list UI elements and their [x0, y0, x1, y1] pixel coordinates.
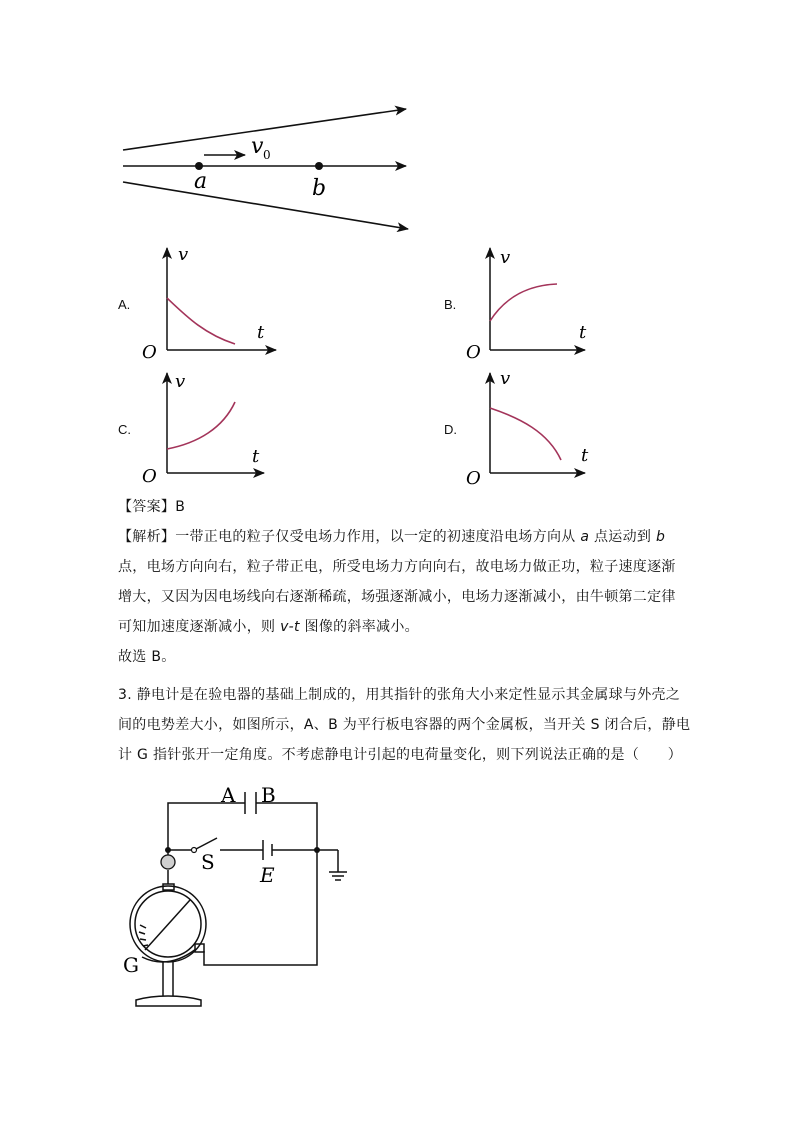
axis-t-c: t	[252, 446, 260, 467]
option-a-letter: A.	[118, 297, 131, 312]
question-3-line-2: 间的电势差大小，如图所示，A、B 为平行板电容器的两个金属板，当开关 S 闭合后，静电	[118, 717, 691, 733]
point-b-dot	[315, 162, 323, 170]
junction-dot-2	[314, 847, 320, 853]
analysis-conclusion: 故选 B。	[118, 649, 176, 665]
axis-t-d: t	[581, 445, 589, 466]
origin-c: O	[142, 466, 157, 487]
curve-b	[490, 284, 557, 321]
field-line-bottom	[123, 182, 408, 229]
origin-b: O	[466, 342, 481, 363]
electrometer-circuit	[130, 792, 347, 1006]
graph-option-d	[466, 368, 589, 489]
label-a: a	[194, 169, 208, 194]
axis-v-b: v	[500, 247, 511, 268]
analysis-line-3: 增大，又因为因电场线向右逐渐稀疏，场强逐渐减小，电场力逐渐减小，由牛顿第二定律	[118, 589, 676, 605]
curve-a	[167, 298, 235, 344]
label-plate-a: A	[221, 783, 236, 807]
label-switch-s: S	[201, 850, 215, 874]
origin-a: O	[142, 342, 157, 363]
question-3-line-3: 计 G 指针张开一定角度。不考虑静电计引起的电荷量变化，则下列说法正确的是（ ）	[118, 747, 683, 763]
option-c-letter: C.	[118, 422, 131, 437]
label-plate-b: B	[261, 783, 276, 807]
curve-c	[167, 402, 235, 449]
axis-v-c: v	[175, 371, 186, 392]
question-3-line-1: 3. 静电计是在验电器的基础上制成的，用其指针的张角大小来定性显示其金属球与外壳之	[118, 687, 681, 703]
answer-line	[118, 492, 678, 522]
answer-analysis-block	[118, 492, 678, 672]
graph-option-c	[142, 371, 264, 487]
question-3-block	[118, 680, 691, 770]
analysis-line-1: 【解析】一带正电的粒子仅受电场力作用，以一定的初速度沿电场方向从 a 点运动到 b	[118, 529, 666, 545]
switch-contact	[192, 848, 197, 853]
label-v0-subscript: 0	[263, 148, 271, 162]
axis-t-a: t	[257, 322, 265, 343]
junction-dot-1	[165, 847, 171, 853]
graph-option-a	[142, 244, 276, 363]
label-battery-e: E	[260, 863, 275, 887]
analysis-line-2: 点，电场方向向右，粒子带正电，所受电场力方向向右，故电场力做正功，粒子速度逐渐	[118, 559, 676, 575]
answer-label: 【答案】	[118, 499, 176, 515]
origin-d: O	[466, 468, 481, 489]
axis-v-d: v	[500, 368, 511, 389]
label-meter-g: G	[123, 953, 139, 977]
field-line-top	[123, 109, 406, 150]
option-d-letter: D.	[444, 422, 457, 437]
analysis-line-4: 可知加速度逐渐减小，则 v-t 图像的斜率减小。	[118, 619, 419, 635]
label-v0: v	[251, 134, 264, 159]
answer-value: B	[175, 499, 186, 515]
label-b: b	[312, 176, 327, 201]
axis-t-b: t	[579, 322, 587, 343]
field-lines-figure	[123, 109, 408, 229]
graph-option-b	[466, 247, 587, 363]
option-b-letter: B.	[444, 297, 457, 312]
analysis-label: 【解析】	[118, 529, 176, 545]
axis-v-a: v	[178, 244, 189, 265]
metal-ball	[161, 855, 175, 869]
curve-d	[490, 408, 561, 460]
